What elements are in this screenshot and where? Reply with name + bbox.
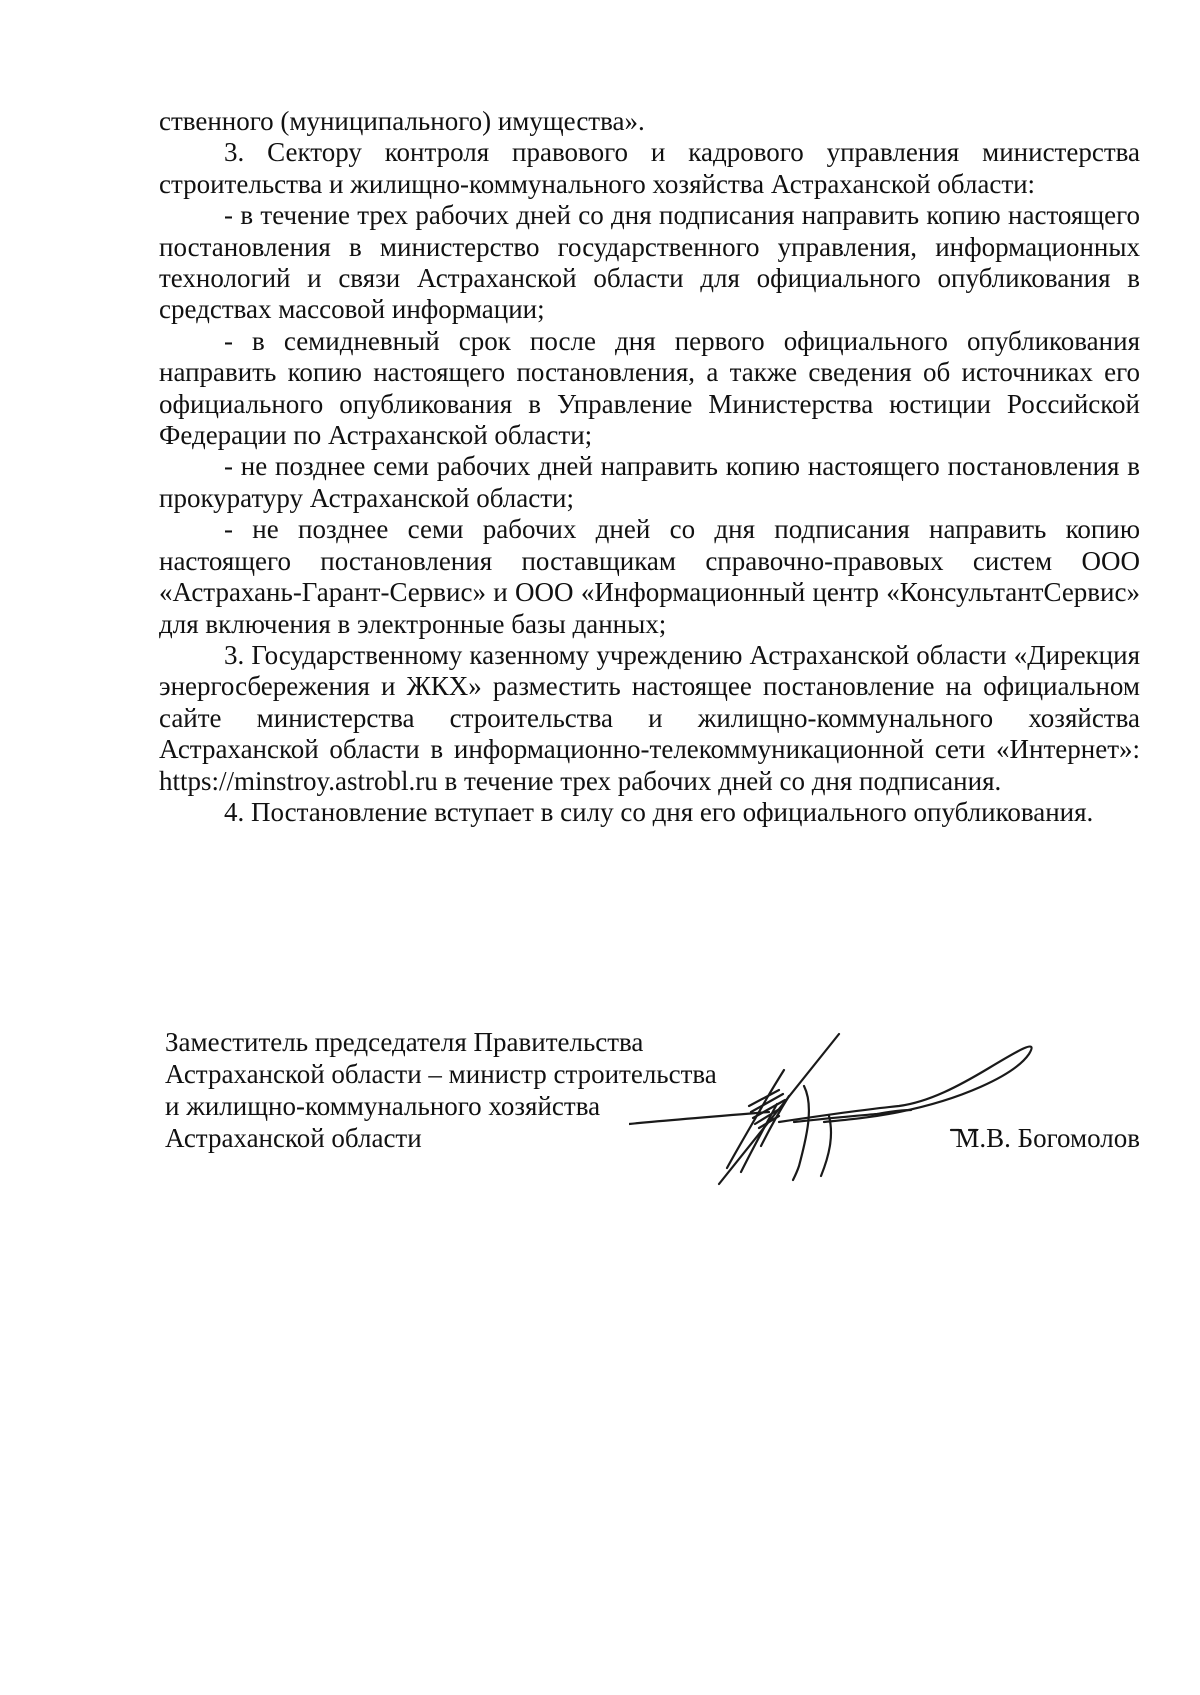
handwritten-signature: [629, 1026, 1059, 1186]
signature-block: [159, 1026, 1140, 1186]
paragraph-item-3-directorate: 3. Государственному казенному учреждению Астраханской области «Дирекция энергосбережения и ЖКХ» разместить настоящее постановление на официальном сайте министерства строительства и жилищно-коммунального хозяйства Астраханской области в информационно-телекоммуникационной сети «Интернет»: https://minstroy.astrobl.ru в течение трех рабочих дней со дня подписания.: [159, 639, 1140, 796]
signatory-title-line: Астраханской области – министр строительства: [165, 1059, 717, 1089]
signatory-title-line: Заместитель председателя Правительства: [165, 1027, 644, 1057]
paragraph-item-4-effective: 4. Постановление вступает в силу со дня его официального опубликования.: [224, 796, 1094, 827]
signatory-title-line: и жилищно-коммунального хозяйства: [165, 1091, 601, 1121]
paragraph-continuation: ственного (муниципального) имущества».: [159, 106, 645, 136]
paragraph-dash-publication: - в течение трех рабочих дней со дня подписания направить копию настоящего постановления в министерство государственного управления, информационных технологий и связи Астраханской области для официального опубликования в средствах массовой информации;: [159, 200, 1140, 325]
document-body: [159, 106, 1140, 828]
paragraph-item-3-sector: 3. Сектору контроля правового и кадрового управления министерства строительства и жилищно-коммунального хозяйства Астраханской области:: [159, 137, 1140, 199]
paragraph-dash-justice: - в семидневный срок после дня первого официального опубликования направить копию настоящего постановления, а также сведения об источниках его официального опубликования в Управление Министерства юстиции Российской Федерации по Астраханской области;: [159, 325, 1140, 451]
signatory-name: М.В. Богомолов: [955, 1123, 1140, 1153]
signatory-title-line: Астраханской области: [165, 1123, 422, 1153]
paragraph-dash-legal-systems: - не позднее семи рабочих дней со дня подписания направить копию настоящего постановления поставщикам справочно-правовых систем ООО «Астрахань-Гарант-Сервис» и ООО «Информационный центр «КонсультантСервис» для включения в электронные базы данных;: [159, 514, 1140, 639]
paragraph-dash-prosecutor: - не позднее семи рабочих дней направить копию настоящего постановления в прокуратуру Астраханской области;: [159, 451, 1140, 513]
